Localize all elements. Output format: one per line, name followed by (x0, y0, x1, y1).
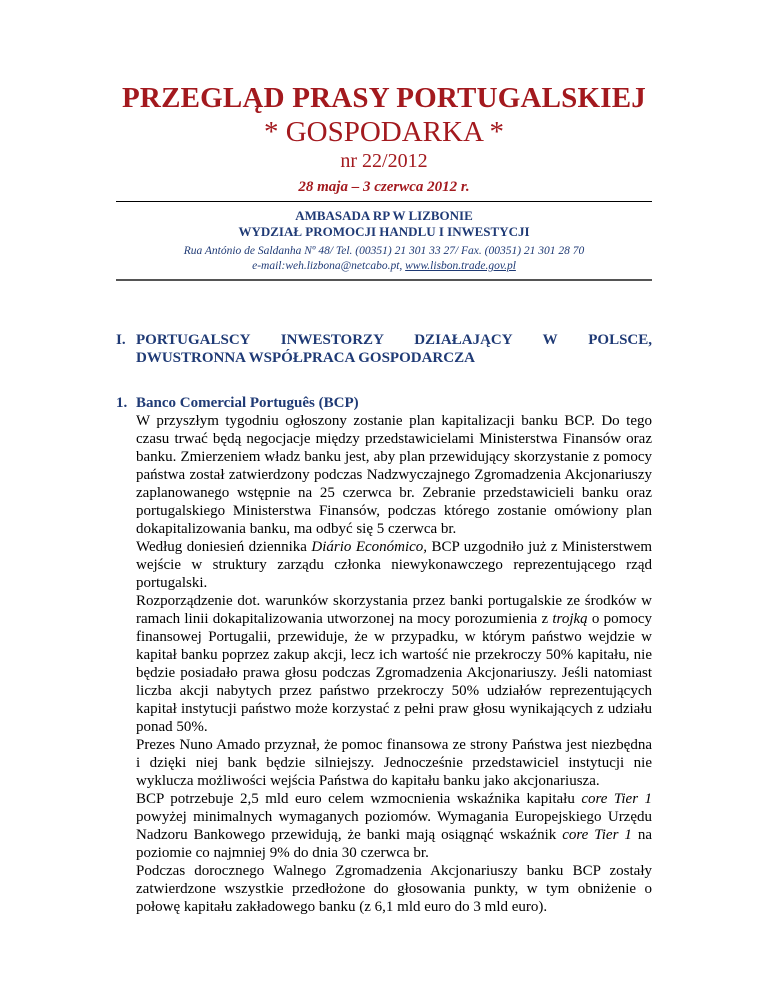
paragraph-5-text-cont: powyżej minimalnych wymaganych poziomów. Wymagania Europejskiego Urzędu Nadzoru Bankowego przewidują, że banki mają osiągnąć wskaźnik (136, 809, 652, 843)
paragraph-5-text: BCP potrzebuje 2,5 mld euro celem wzmocnienia wskaźnika kapitału (136, 791, 582, 807)
article-number: 1. (116, 395, 128, 411)
embassy-department: WYDZIAŁ PROMOCJI HANDLU I INWESTYCJI (238, 224, 530, 239)
paragraph-2-text-cont: BCP uzgodniło już z Ministerstwem wejście w struktury zarządu członka niewykonawczego reprezentującego rząd portugalski. (136, 539, 653, 591)
document-title: PRZEGLĄD PRASY PORTUGALSKIEJ (122, 82, 646, 114)
section-title-line1: PORTUGALSCY INWESTORZY DZIAŁAJĄCY W POLSCE, (136, 332, 652, 348)
article-item (116, 394, 652, 916)
source-name: Diário Económico, (311, 539, 428, 555)
term-core-tier-1: core Tier 1 (581, 791, 652, 807)
paragraph-2-text: Według doniesień dziennika (136, 539, 312, 555)
document-subtitle: * GOSPODARKA * (263, 116, 505, 148)
embassy-address: Rua António de Saldanha Nº 48/ Tel. (00351) 21 301 33 27/ Fax. (00351) 21 301 28 70 (183, 245, 585, 257)
article-body (116, 412, 652, 916)
paragraph-6: Podczas dorocznego Walnego Zgromadzenia Akcjonariuszy banku BCP zostały zatwierdzone wszystkie przedłożone do głosowania punkty, w tym obniżenie o połowę kapitału zakładowego banku (z 6,1 mld euro do 3 mld euro). (136, 863, 652, 915)
paragraph-4: Prezes Nuno Amado przyznał, że pomoc finansowa ze strony Państwa jest niezbędna i dzięki niej bank będzie silniejszy. Jednocześnie przedstawiciel instytucji nie wyklucza możliwości wejścia Państwa do kapitału banku jako akcjonariusza. (136, 737, 652, 789)
header-divider (116, 201, 652, 202)
section-title-line2: DWUSTRONNA WSPÓŁPRACA GOSPODARCZA (136, 350, 475, 366)
article-title: Banco Comercial Português (BCP) (136, 395, 359, 411)
term-trojka: trojką (552, 611, 588, 627)
embassy-name: AMBASADA RP W LIZBONIE (295, 208, 473, 223)
contact-divider (116, 279, 652, 281)
paragraph-5-text-end: na poziomie co najmniej 9% do dnia 30 czerwca br. (136, 827, 652, 861)
date-range: 28 maja – 3 czerwca 2012 r. (298, 179, 470, 195)
embassy-contact (0, 260, 768, 272)
paragraph-5 (136, 790, 652, 862)
paragraph-3-text-cont: o pomocy finansowej Portugalii, przewiduje, że w przypadku, w którym państwo wejdzie w kapitał banku poprzez zakup akcji, lecz ich wartość nie przekroczy 50% kapitału, nie będzie posiadało prawa głosu podczas Zgromadzenia Akcjonariuszy. Jeśli natomiast liczba akcji nabytych przez państwo przekroczy 50% udziałów reprezentujących kapitał instytucji państwo może korzystać z pełni praw głosu wynikających z udziału ponad 50%. (136, 611, 653, 735)
paragraph-3 (136, 592, 652, 736)
article-heading (116, 394, 652, 412)
paragraph-1: W przyszłym tygodniu ogłoszony zostanie plan kapitalizacji banku BCP. Do tego czasu trwać będą negocjacje między przedstawicielami Ministerstwa Finansów oraz banku. Zmierzeniem władz banku jest, aby plan przewidujący skorzystanie z pomocy państwa został zatwierdzony podczas Nadzwyczajnego Zgromadzenia Akcjonariuszy zaplanowanego wstępnie na 25 czerwca br. Zebranie przedstawicieli banku oraz portugalskiego Ministerstwa Finansów, podczas którego zostanie omówiony plan dokapitalizowania banku, ma odbyć się 5 czerwca br. (136, 413, 652, 537)
section-heading (116, 331, 652, 367)
website-link[interactable]: www.lisbon.trade.gov.pl (405, 260, 516, 272)
issue-number: nr 22/2012 (340, 150, 428, 172)
email-text: e-mail:weh.lizbona@netcabo.pt, (252, 260, 406, 272)
section-number: I. (116, 332, 126, 348)
term-core-tier-1-second: core Tier 1 (562, 827, 632, 843)
paragraph-2 (136, 538, 652, 592)
paragraph-3-text: Rozporządzenie dot. warunków skorzystania przez banki portugalskie ze środków w ramach linii dokapitalizowania utworzonej na mocy porozumienia z (136, 593, 652, 627)
